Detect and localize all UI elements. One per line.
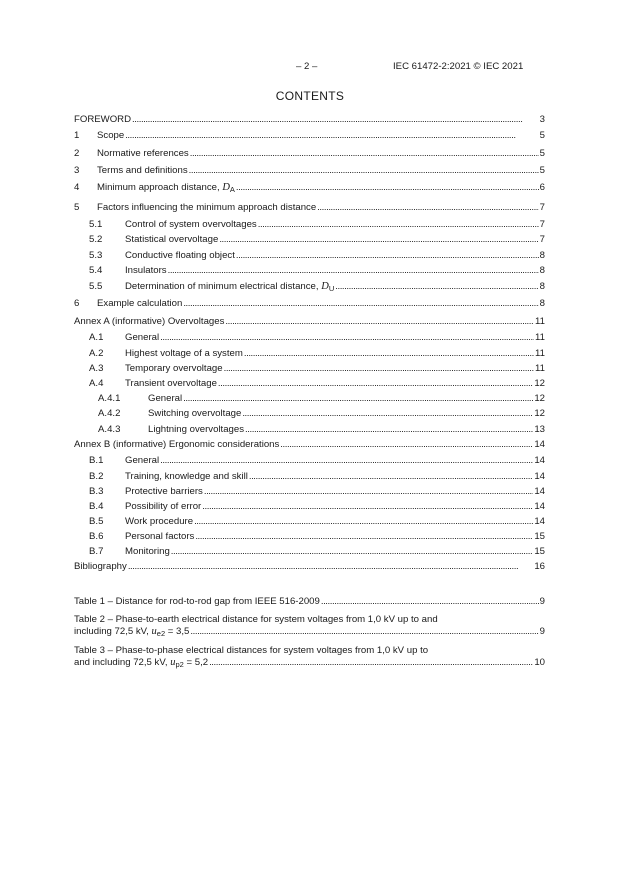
toc-entry[interactable] xyxy=(74,316,545,328)
toc-entry-page: 8 xyxy=(539,250,545,261)
dot-leader xyxy=(236,182,539,194)
toc-entry[interactable] xyxy=(74,393,545,405)
dot-leader xyxy=(202,501,533,513)
toc-entry-title xyxy=(125,234,218,246)
toc-entry-text: Annex A (informative) Overvoltages xyxy=(74,316,225,327)
toc-entry-title xyxy=(125,332,159,344)
toc-entry-title xyxy=(125,501,201,513)
toc-entry[interactable] xyxy=(74,561,545,573)
dot-leader xyxy=(195,531,533,543)
toc-entry-title xyxy=(97,130,124,142)
toc-entry-title xyxy=(125,363,223,375)
toc-entry-number: 5.5 xyxy=(89,281,103,292)
toc-entry-text: FOREWORD xyxy=(74,114,132,125)
toc-entry-page: 5 xyxy=(539,130,545,141)
toc-entry-text: Possibility of error xyxy=(125,501,202,512)
toc-entry-number: A.4 xyxy=(89,378,104,389)
toc-entry-text: General xyxy=(125,455,160,466)
table-entry-page: 9 xyxy=(539,596,545,607)
dot-leader xyxy=(317,202,538,214)
toc-entry-page: 7 xyxy=(539,234,545,245)
toc-entry-text: Work procedure xyxy=(125,516,194,527)
math-symbol: D xyxy=(321,281,329,292)
toc-entry-page: 14 xyxy=(534,455,545,466)
toc-entry-number: A.1 xyxy=(89,332,104,343)
toc-entry-number: 5.3 xyxy=(89,250,103,261)
table-entry-title-line1: Table 2 – Phase-to-earth electrical distance for system voltages from 1,0 kV up to and xyxy=(74,614,438,625)
toc-entry-page: 16 xyxy=(534,561,545,572)
dot-leader xyxy=(190,148,539,160)
toc-entry-page: 3 xyxy=(539,114,545,125)
dot-leader xyxy=(168,265,539,277)
dot-leader xyxy=(125,130,538,142)
math-symbol: u xyxy=(170,657,176,668)
toc-entry-text: Personal factors xyxy=(125,531,195,542)
toc-entry-page: 14 xyxy=(534,501,545,512)
toc-entry-text: General xyxy=(148,393,183,404)
toc-entry-page: 12 xyxy=(534,393,545,404)
dot-leader xyxy=(335,281,538,293)
toc-entry-page: 8 xyxy=(539,265,545,276)
toc-entry-text: Normative references xyxy=(97,148,189,159)
toc-entry-number: 4 xyxy=(74,182,80,193)
dot-leader xyxy=(280,439,533,451)
toc-entry[interactable] xyxy=(74,424,545,436)
table-entry[interactable] xyxy=(74,657,545,669)
toc-entry-text: Monitoring xyxy=(125,546,170,557)
toc-entry-number: A.3 xyxy=(89,363,104,374)
table-entry[interactable] xyxy=(74,626,545,638)
toc-entry-page: 14 xyxy=(534,516,545,527)
toc-entry[interactable] xyxy=(74,250,545,262)
toc-entry-title xyxy=(125,265,167,277)
toc-entry-number: B.1 xyxy=(89,455,104,466)
toc-entry[interactable] xyxy=(74,332,545,344)
dot-leader xyxy=(189,165,539,177)
toc-entry-text: Switching overvoltage xyxy=(148,408,242,419)
toc-entry-text: Training, knowledge and skill xyxy=(125,471,248,482)
toc-entry-number: B.2 xyxy=(89,471,104,482)
toc-entry-text: Factors influencing the minimum approach distance xyxy=(97,202,317,213)
toc-entry[interactable] xyxy=(74,148,545,160)
table-entry-title-line2 xyxy=(74,626,189,638)
toc-entry-text: Temporary overvoltage xyxy=(125,363,223,374)
toc-entry-page: 11 xyxy=(535,363,545,374)
toc-entry-page: 14 xyxy=(534,471,545,482)
dot-leader xyxy=(242,408,533,420)
math-subscript: e2 xyxy=(156,629,166,638)
toc-entry[interactable] xyxy=(74,439,545,451)
toc-entry-text: Minimum approach distance, xyxy=(97,182,223,193)
dot-leader xyxy=(190,626,538,638)
toc-entry-title xyxy=(148,424,244,436)
toc-entry-page: 15 xyxy=(534,531,545,542)
dot-leader xyxy=(245,424,533,436)
toc-entry-page: 7 xyxy=(539,202,545,213)
toc-entry[interactable] xyxy=(74,182,545,194)
toc-entry-page: 7 xyxy=(539,219,545,230)
toc-entry[interactable] xyxy=(74,455,545,467)
toc-entry-page: 12 xyxy=(534,408,545,419)
dot-leader xyxy=(244,348,534,360)
dot-leader xyxy=(183,393,533,405)
dot-leader xyxy=(171,546,534,558)
toc-entry-page: 14 xyxy=(534,486,545,497)
math-subscript: U xyxy=(328,284,335,293)
toc-entry-text: Bibliography xyxy=(74,561,127,572)
toc-entry-text: Annex B (informative) Ergonomic considerations xyxy=(74,439,280,450)
dot-leader xyxy=(225,316,534,328)
dot-leader xyxy=(160,455,533,467)
dot-leader xyxy=(249,471,533,483)
toc-entry[interactable] xyxy=(74,486,545,498)
toc-entry-text: Lightning overvoltages xyxy=(148,424,245,435)
toc-entry-number: 5.4 xyxy=(89,265,103,276)
toc-entry-title xyxy=(148,408,241,420)
toc-entry-page: 5 xyxy=(539,165,545,176)
toc-entry-page: 11 xyxy=(535,348,545,359)
toc-entry-number: B.6 xyxy=(89,531,104,542)
toc-entry[interactable] xyxy=(74,516,545,528)
toc-entry-number: 2 xyxy=(74,148,80,159)
dot-leader xyxy=(204,486,533,498)
dot-leader xyxy=(160,332,534,344)
toc-entry[interactable] xyxy=(74,165,545,177)
toc-entry-page: 8 xyxy=(539,281,545,292)
toc-entry[interactable] xyxy=(74,531,545,543)
toc-entry-text: Insulators xyxy=(125,265,167,276)
toc-entry-title xyxy=(125,486,203,498)
toc-entry[interactable] xyxy=(74,298,545,310)
dot-leader xyxy=(258,219,539,231)
toc-entry-title xyxy=(125,455,159,467)
toc-entry-page: 12 xyxy=(534,378,545,389)
toc-entry-number: 5.1 xyxy=(89,219,103,230)
header-standard: IEC 61472-2:2021 © IEC 2021 xyxy=(393,61,524,72)
toc-entry-text: Determination of minimum electrical distance, xyxy=(125,281,322,292)
dot-leader xyxy=(194,516,533,528)
toc-entry-number: A.4.1 xyxy=(98,393,121,404)
dot-leader xyxy=(218,378,533,390)
toc-entry-title xyxy=(125,378,217,390)
toc-entry-number: A.4.2 xyxy=(98,408,121,419)
table-entry[interactable] xyxy=(74,596,545,608)
dot-leader xyxy=(209,657,533,669)
toc-entry-title xyxy=(125,250,235,262)
toc-entry-title xyxy=(125,531,194,543)
table-entry-tail: = 3,5 xyxy=(165,626,190,637)
toc-entry-number: 5 xyxy=(74,202,80,213)
toc-entry-page: 11 xyxy=(535,316,545,327)
dot-leader xyxy=(219,234,538,246)
dot-leader xyxy=(321,596,539,608)
toc-entry[interactable] xyxy=(74,501,545,513)
toc-entry-title xyxy=(125,219,257,231)
toc-entry-number: 6 xyxy=(74,298,80,309)
math-subscript: p2 xyxy=(175,660,184,669)
toc-entry-title xyxy=(125,516,193,528)
toc-entry-title xyxy=(74,439,279,451)
toc-entry-page: 6 xyxy=(539,182,545,193)
toc-entry-title xyxy=(125,348,243,360)
table-entry-title: Table 1 – Distance for rod-to-rod gap from IEEE 516-2009 xyxy=(74,596,320,607)
toc-entry[interactable] xyxy=(74,281,545,293)
toc-entry[interactable] xyxy=(74,219,545,231)
toc-entry-number: B.5 xyxy=(89,516,104,527)
toc-entry[interactable] xyxy=(74,348,545,360)
dot-leader xyxy=(224,363,534,375)
header-page-number: – 2 – xyxy=(296,61,318,72)
toc-entry-text: Example calculation xyxy=(97,298,183,309)
toc-entry[interactable] xyxy=(74,202,545,214)
toc-entry-page: 11 xyxy=(535,332,545,343)
dot-leader xyxy=(183,298,538,310)
math-symbol: D xyxy=(222,182,230,193)
toc-entry-number: 5.2 xyxy=(89,234,103,245)
toc-entry[interactable] xyxy=(74,471,545,483)
toc-entry-title xyxy=(125,546,170,558)
toc-entry-text: Control of system overvoltages xyxy=(125,219,257,230)
toc-entry[interactable] xyxy=(74,265,545,277)
math-symbol: u xyxy=(151,626,157,637)
toc-entry-number: 1 xyxy=(74,130,80,141)
toc-entry-page: 8 xyxy=(539,298,545,309)
dot-leader xyxy=(128,561,534,573)
toc-entry-title xyxy=(74,316,224,328)
toc-entry-text: Statistical overvoltage xyxy=(125,234,219,245)
toc-entry[interactable] xyxy=(74,546,545,558)
toc-entry-page: 15 xyxy=(534,546,545,557)
toc-entry-text: Highest voltage of a system xyxy=(125,348,243,359)
toc-entry[interactable] xyxy=(74,378,545,390)
toc-entry-text: Terms and definitions xyxy=(97,165,188,176)
toc-entry-text: Transient overvoltage xyxy=(125,378,217,389)
math-subscript: A xyxy=(229,185,235,194)
toc-entry-title xyxy=(74,114,131,126)
toc-entry-text: Conductive floating object xyxy=(125,250,235,261)
toc-entry[interactable] xyxy=(74,114,545,126)
toc-entry[interactable] xyxy=(74,363,545,375)
table-entry-title-line2 xyxy=(74,657,208,669)
toc-entry-page: 14 xyxy=(534,439,545,450)
table-entry-tail: = 5,2 xyxy=(183,657,209,668)
toc-entry-title xyxy=(97,182,235,194)
toc-entry-title xyxy=(97,148,189,160)
toc-entry-text: Scope xyxy=(97,130,125,141)
toc-entry[interactable] xyxy=(74,130,545,142)
table-entry-page: 10 xyxy=(534,657,545,668)
toc-entry-number: B.4 xyxy=(89,501,104,512)
table-entry-text: and including 72,5 kV, xyxy=(74,657,171,668)
toc-entry-number: 3 xyxy=(74,165,80,176)
toc-entry-title xyxy=(125,281,334,293)
toc-entry-number: B.7 xyxy=(89,546,104,557)
table-entry-title-line1: Table 3 – Phase-to-phase electrical distances for system voltages from 1,0 kV up to xyxy=(74,645,429,656)
toc-entry-number: A.2 xyxy=(89,348,104,359)
dot-leader xyxy=(132,114,539,126)
toc-entry-text: Protective barriers xyxy=(125,486,203,497)
dot-leader xyxy=(236,250,539,262)
toc-entry-title xyxy=(97,165,188,177)
toc-entry-title xyxy=(97,298,182,310)
toc-entry[interactable] xyxy=(74,234,545,246)
toc-entry[interactable] xyxy=(74,408,545,420)
toc-entry-title xyxy=(148,393,182,405)
toc-entry-text: General xyxy=(125,332,160,343)
table-entry-text: including 72,5 kV, xyxy=(74,626,152,637)
toc-entry-title xyxy=(74,561,127,573)
toc-entry-number: A.4.3 xyxy=(98,424,121,435)
toc-entry-number: B.3 xyxy=(89,486,104,497)
page-title: CONTENTS xyxy=(275,89,345,103)
toc-entry-page: 5 xyxy=(539,148,545,159)
table-entry-page: 9 xyxy=(539,626,545,637)
toc-entry-title xyxy=(125,471,248,483)
toc-entry-page: 13 xyxy=(534,424,545,435)
toc-entry-title xyxy=(97,202,316,214)
